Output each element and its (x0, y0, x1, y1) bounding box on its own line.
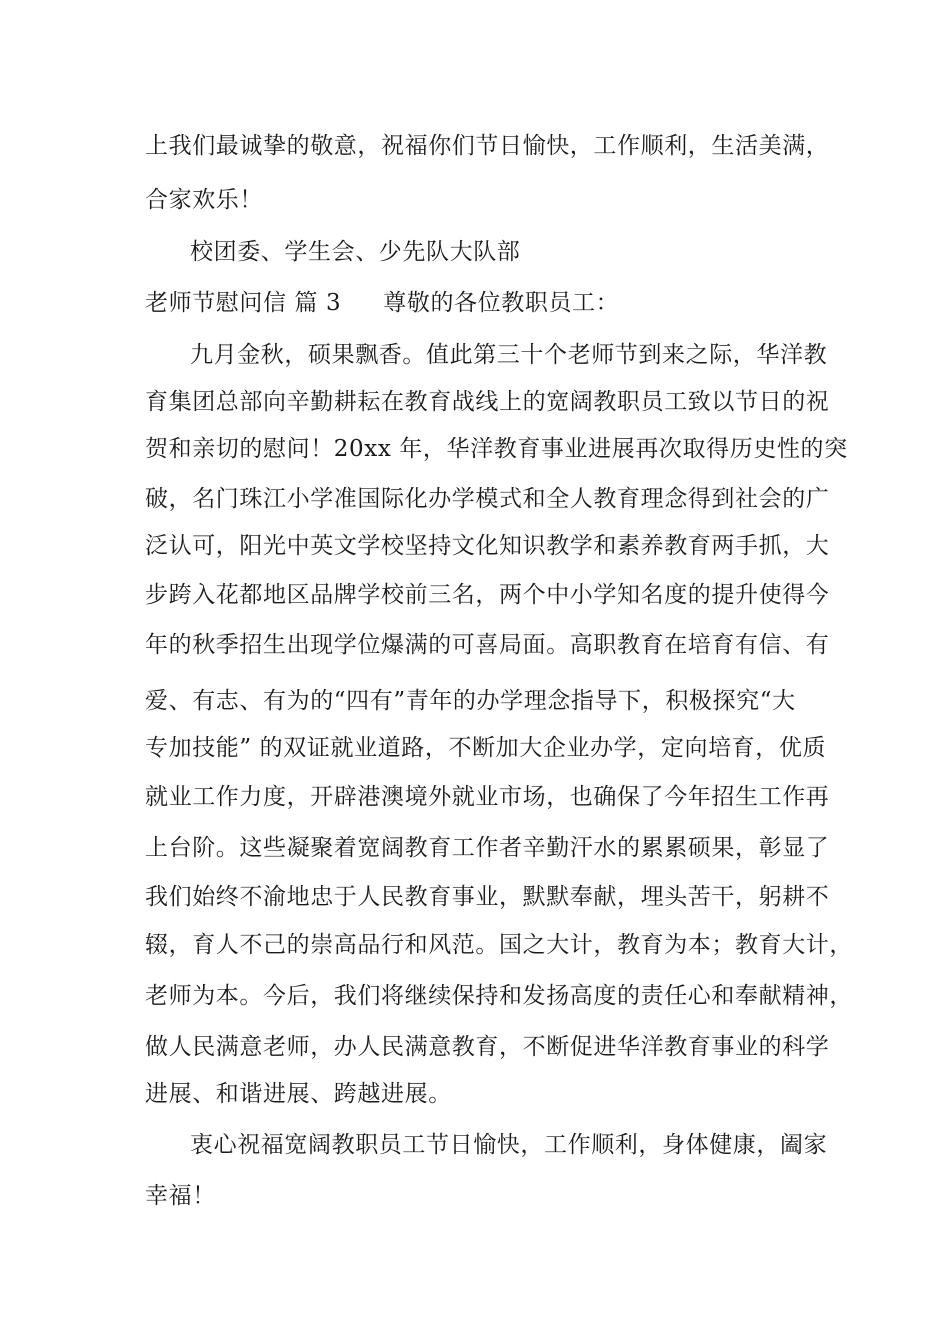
text-line: 育集团总部向辛勤耕耘在教育战线上的宽阔教职员工致以节日的祝 (145, 389, 830, 415)
text-line: 辍，育人不己的崇高品行和风范。国之大计，教育为本；教育大计， (145, 932, 853, 958)
text-line: 我们始终不渝地忠于人民教育事业，默默奉献，埋头苦干，躬耕不 (145, 884, 830, 910)
text-line: 泛认可，阳光中英文学校坚持文化知识教学和素养教育两手抓，大 (145, 533, 830, 559)
signature-line: 校团委、学生会、少先队大队部 (190, 239, 521, 265)
text-line: 衷心祝福宽阔教职员工节日愉快，工作顺利，身体健康，阖家 (190, 1132, 828, 1158)
text-line: 年的秋季招生出现学位爆满的可喜局面。高职教育在培育有信、有 (145, 632, 830, 658)
text-line: 九月金秋，硕果飘香。值此第三十个老师节到来之际，华洋教 (190, 342, 828, 368)
text-line: 上我们最诚挚的敬意，祝福你们节日愉快，工作顺利，生活美满， (145, 133, 830, 159)
text-line: 幸福！ (145, 1183, 216, 1209)
text-line: 老师为本。今后，我们将继续保持和发扬高度的责任心和奉献精神， (145, 983, 853, 1009)
salutation: 尊敬的各位教职员工： (383, 290, 620, 316)
text-line: 步跨入花都地区品牌学校前三名，两个中小学知名度的提升使得今 (145, 582, 830, 608)
text-line: 爱、有志、有为的“四有”青年的办学理念指导下，积极探究“大 (145, 688, 796, 714)
text-line: 贺和亲切的慰问！20xx 年，华洋教育事业进展再次取得历史性的突 (145, 436, 848, 462)
section-heading: 老师节慰问信 篇 3 (145, 290, 342, 316)
text-line: 专加技能” 的双证就业道路，不断加大企业办学，定向培育，优质 (145, 735, 827, 761)
text-line: 合家欢乐！ (145, 187, 263, 213)
text-line: 做人民满意老师，办人民满意教育，不断促进华洋教育事业的科学 (145, 1034, 830, 1060)
text-line: 就业工作力度，开辟港澳境外就业市场，也确保了今年招生工作再 (145, 784, 830, 810)
text-line: 上台阶。这些凝聚着宽阔教育工作者辛勤汗水的累累硕果，彰显了 (145, 835, 830, 861)
section-heading-line (145, 288, 619, 318)
text-line: 进展、和谐进展、跨越进展。 (145, 1081, 452, 1107)
text-line: 破，名门珠江小学准国际化办学模式和全人教育理念得到社会的广 (145, 486, 830, 512)
